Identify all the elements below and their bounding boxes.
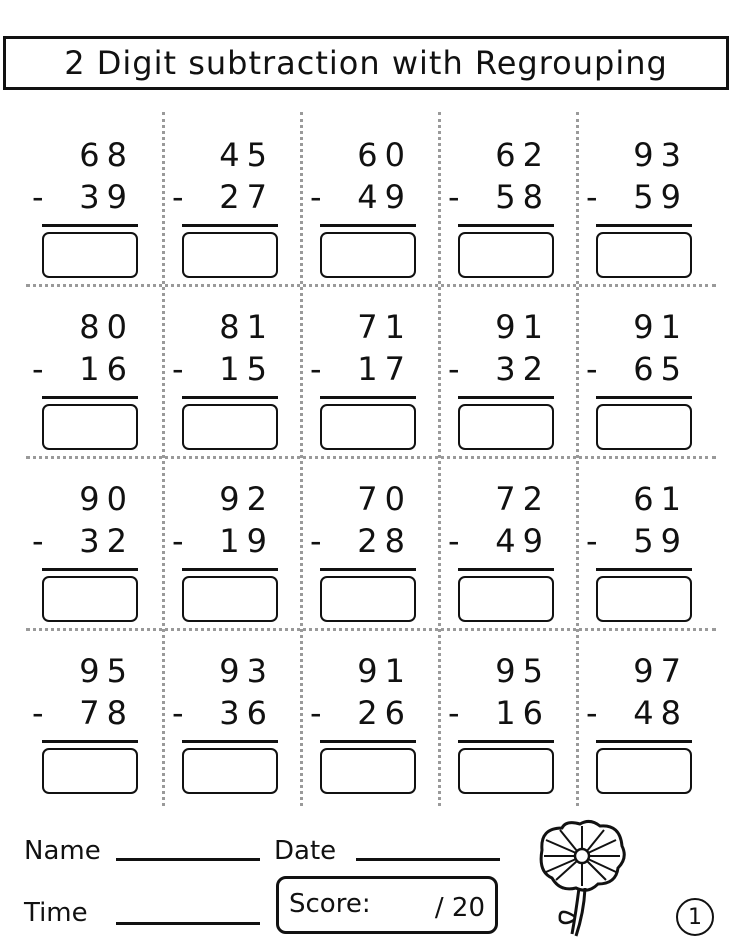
answer-rule [320, 740, 416, 743]
subtrahend: 19 [219, 522, 274, 560]
subtrahend: 39 [79, 178, 134, 216]
minuend: 72 [495, 480, 550, 518]
answer-rule [458, 740, 554, 743]
answer-box[interactable] [182, 576, 278, 622]
answer-box[interactable] [596, 748, 692, 794]
minuend: 91 [633, 308, 688, 346]
answer-rule [182, 568, 278, 571]
minus-sign: - [586, 178, 598, 216]
answer-rule [42, 568, 138, 571]
answer-rule [42, 396, 138, 399]
answer-rule [42, 740, 138, 743]
subtrahend: 78 [79, 694, 134, 732]
problem-cell [26, 456, 156, 626]
subtrahend: 32 [79, 522, 134, 560]
problem-cell [26, 628, 156, 798]
date-label: Date [274, 836, 337, 866]
problem-cell [580, 628, 710, 798]
answer-rule [596, 740, 692, 743]
minuend: 62 [495, 136, 550, 174]
subtrahend: 65 [633, 350, 688, 388]
answer-box[interactable] [182, 404, 278, 450]
minuend: 80 [79, 308, 134, 346]
problem-cell [304, 628, 434, 798]
subtrahend: 16 [495, 694, 550, 732]
minuend: 70 [357, 480, 412, 518]
subtrahend: 36 [219, 694, 274, 732]
answer-rule [320, 568, 416, 571]
minus-sign: - [448, 522, 460, 560]
subtrahend: 59 [633, 178, 688, 216]
subtrahend: 49 [495, 522, 550, 560]
grid-divider-vertical [576, 112, 579, 806]
subtrahend: 27 [219, 178, 274, 216]
answer-rule [458, 224, 554, 227]
problem-cell [166, 112, 296, 282]
answer-box[interactable] [458, 576, 554, 622]
minus-sign: - [586, 522, 598, 560]
problem-cell [442, 112, 572, 282]
problem-grid [26, 112, 716, 806]
minus-sign: - [448, 694, 460, 732]
answer-rule [596, 224, 692, 227]
problem-cell [580, 284, 710, 454]
score-total: / 20 [434, 893, 485, 923]
minuend: 71 [357, 308, 412, 346]
answer-box[interactable] [182, 748, 278, 794]
minuend: 45 [219, 136, 274, 174]
name-label: Name [24, 836, 101, 866]
minus-sign: - [586, 694, 598, 732]
minus-sign: - [448, 350, 460, 388]
answer-box[interactable] [42, 576, 138, 622]
answer-rule [458, 396, 554, 399]
minuend: 90 [79, 480, 134, 518]
minus-sign: - [310, 522, 322, 560]
answer-box[interactable] [458, 748, 554, 794]
time-label: Time [24, 898, 88, 928]
answer-rule [182, 224, 278, 227]
answer-rule [320, 396, 416, 399]
answer-box[interactable] [42, 748, 138, 794]
minus-sign: - [172, 178, 184, 216]
subtrahend: 15 [219, 350, 274, 388]
minus-sign: - [172, 350, 184, 388]
grid-divider-vertical [438, 112, 441, 806]
subtrahend: 58 [495, 178, 550, 216]
subtrahend: 48 [633, 694, 688, 732]
minus-sign: - [448, 178, 460, 216]
answer-rule [42, 224, 138, 227]
problem-cell [304, 284, 434, 454]
minuend: 93 [219, 652, 274, 690]
minus-sign: - [310, 694, 322, 732]
minus-sign: - [32, 694, 44, 732]
minuend: 81 [219, 308, 274, 346]
answer-box[interactable] [320, 576, 416, 622]
problem-cell [304, 456, 434, 626]
minus-sign: - [32, 350, 44, 388]
problem-cell [442, 628, 572, 798]
minus-sign: - [310, 178, 322, 216]
answer-rule [596, 568, 692, 571]
subtrahend: 49 [357, 178, 412, 216]
answer-box[interactable] [42, 232, 138, 278]
minuend: 91 [495, 308, 550, 346]
minuend: 95 [495, 652, 550, 690]
answer-rule [182, 740, 278, 743]
subtrahend: 17 [357, 350, 412, 388]
answer-rule [182, 396, 278, 399]
minuend: 93 [633, 136, 688, 174]
answer-box[interactable] [42, 404, 138, 450]
minuend: 91 [357, 652, 412, 690]
problem-cell [166, 628, 296, 798]
problem-cell [580, 456, 710, 626]
worksheet-title: 2 Digit subtraction with Regrouping [3, 36, 729, 90]
answer-rule [596, 396, 692, 399]
subtrahend: 28 [357, 522, 412, 560]
subtrahend: 16 [79, 350, 134, 388]
grid-divider-vertical [162, 112, 165, 806]
grid-divider-vertical [300, 112, 303, 806]
date-line[interactable] [356, 858, 500, 861]
subtrahend: 26 [357, 694, 412, 732]
minus-sign: - [310, 350, 322, 388]
subtrahend: 59 [633, 522, 688, 560]
minuend: 95 [79, 652, 134, 690]
problem-cell [304, 112, 434, 282]
answer-box[interactable] [596, 404, 692, 450]
time-line[interactable] [116, 922, 260, 925]
problem-cell [166, 284, 296, 454]
minus-sign: - [32, 178, 44, 216]
name-line[interactable] [116, 858, 260, 861]
flower-icon [532, 816, 632, 940]
answer-box[interactable] [182, 232, 278, 278]
answer-box[interactable] [320, 404, 416, 450]
answer-box[interactable] [596, 232, 692, 278]
answer-box[interactable] [596, 576, 692, 622]
answer-box[interactable] [458, 404, 554, 450]
score-label: Score: [289, 889, 371, 919]
problem-cell [442, 456, 572, 626]
problem-cell [166, 456, 296, 626]
answer-box[interactable] [320, 748, 416, 794]
minus-sign: - [172, 522, 184, 560]
score-box[interactable] [276, 876, 498, 934]
minuend: 60 [357, 136, 412, 174]
problem-cell [442, 284, 572, 454]
problem-cell [26, 284, 156, 454]
minuend: 61 [633, 480, 688, 518]
minuend: 97 [633, 652, 688, 690]
minuend: 92 [219, 480, 274, 518]
problem-cell [26, 112, 156, 282]
answer-box[interactable] [458, 232, 554, 278]
subtrahend: 32 [495, 350, 550, 388]
minuend: 68 [79, 136, 134, 174]
answer-rule [320, 224, 416, 227]
problem-cell [580, 112, 710, 282]
minus-sign: - [32, 522, 44, 560]
answer-rule [458, 568, 554, 571]
page-number: 1 [676, 898, 714, 936]
minus-sign: - [586, 350, 598, 388]
answer-box[interactable] [320, 232, 416, 278]
minus-sign: - [172, 694, 184, 732]
